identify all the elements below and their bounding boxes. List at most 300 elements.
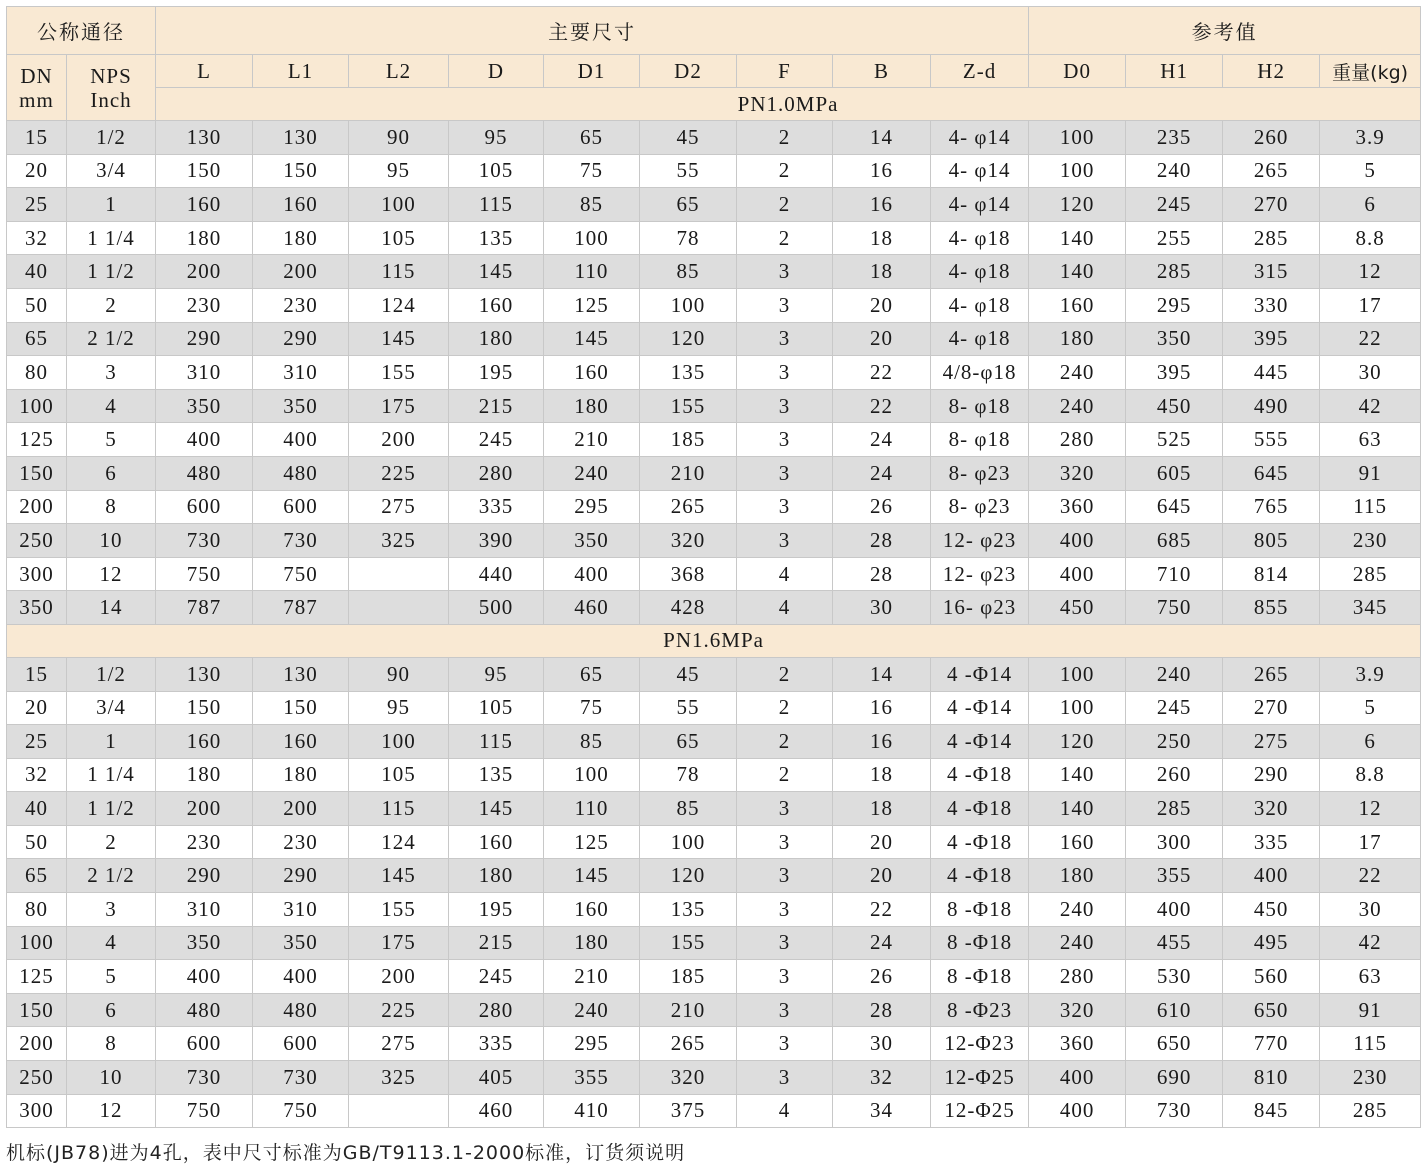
cell-D2: 55 <box>640 154 737 188</box>
cell-D2: 65 <box>640 188 737 222</box>
cell-L1: 787 <box>253 591 349 625</box>
cell-dn: 250 <box>7 1061 67 1095</box>
cell-D0: 400 <box>1029 1094 1126 1128</box>
cell-F: 2 <box>737 657 833 691</box>
cell-D2: 78 <box>640 758 737 792</box>
cell-H1: 300 <box>1126 825 1223 859</box>
cell-L1: 160 <box>253 188 349 222</box>
cell-D1: 75 <box>544 691 640 725</box>
cell-dn: 40 <box>7 792 67 826</box>
cell-L2: 124 <box>349 825 449 859</box>
cell-L2: 95 <box>349 691 449 725</box>
cell-B: 18 <box>833 255 931 289</box>
cell-D: 105 <box>449 691 544 725</box>
cell-weight: 17 <box>1320 825 1421 859</box>
cell-nps: 10 <box>67 1061 156 1095</box>
cell-L2 <box>349 591 449 625</box>
cell-H1: 255 <box>1126 221 1223 255</box>
cell-L: 150 <box>156 691 253 725</box>
cell-L2: 100 <box>349 725 449 759</box>
cell-L1: 230 <box>253 288 349 322</box>
cell-L2: 155 <box>349 893 449 927</box>
cell-weight: 230 <box>1320 1061 1421 1095</box>
cell-B: 18 <box>833 221 931 255</box>
cell-nps: 1 1/4 <box>67 758 156 792</box>
cell-D1: 210 <box>544 960 640 994</box>
valve-dimension-table <box>6 6 1421 1128</box>
cell-L1: 730 <box>253 1061 349 1095</box>
cell-D0: 400 <box>1029 1061 1126 1095</box>
cell-D0: 180 <box>1029 859 1126 893</box>
cell-dn: 150 <box>7 993 67 1027</box>
cell-H1: 250 <box>1126 725 1223 759</box>
cell-B: 14 <box>833 657 931 691</box>
cell-L: 200 <box>156 792 253 826</box>
cell-weight: 3.9 <box>1320 657 1421 691</box>
cell-L: 200 <box>156 255 253 289</box>
cell-H2: 650 <box>1223 993 1320 1027</box>
cell-dn: 15 <box>7 657 67 691</box>
cell-L: 160 <box>156 725 253 759</box>
cell-D1: 160 <box>544 893 640 927</box>
table-row <box>7 255 1421 289</box>
cell-L1: 200 <box>253 792 349 826</box>
cell-D0: 240 <box>1029 356 1126 390</box>
cell-L: 350 <box>156 389 253 423</box>
cell-F: 2 <box>737 725 833 759</box>
cell-H1: 355 <box>1126 859 1223 893</box>
cell-L1: 180 <box>253 221 349 255</box>
cell-H2: 855 <box>1223 591 1320 625</box>
cell-nps: 5 <box>67 960 156 994</box>
cell-H1: 690 <box>1126 1061 1223 1095</box>
cell-D0: 280 <box>1029 960 1126 994</box>
cell-L: 230 <box>156 825 253 859</box>
cell-D: 500 <box>449 591 544 625</box>
cell-L2: 115 <box>349 792 449 826</box>
table-row <box>7 524 1421 558</box>
cell-B: 28 <box>833 993 931 1027</box>
cell-weight: 42 <box>1320 389 1421 423</box>
cell-H2: 445 <box>1223 356 1320 390</box>
cell-L2: 155 <box>349 356 449 390</box>
cell-L2: 275 <box>349 1027 449 1061</box>
cell-L1: 310 <box>253 356 349 390</box>
cell-weight: 63 <box>1320 423 1421 457</box>
cell-F: 2 <box>737 154 833 188</box>
cell-H2: 495 <box>1223 926 1320 960</box>
cell-L1: 150 <box>253 691 349 725</box>
cell-Z-d: 8 -Φ23 <box>931 993 1029 1027</box>
cell-L: 480 <box>156 456 253 490</box>
cell-weight: 3.9 <box>1320 121 1421 155</box>
cell-weight: 8.8 <box>1320 758 1421 792</box>
table-row <box>7 691 1421 725</box>
header-dn-label: DN <box>20 63 53 88</box>
cell-D2: 155 <box>640 926 737 960</box>
cell-D0: 160 <box>1029 825 1126 859</box>
cell-B: 28 <box>833 524 931 558</box>
table-row <box>7 456 1421 490</box>
cell-B: 20 <box>833 825 931 859</box>
cell-H1: 295 <box>1126 288 1223 322</box>
cell-L2: 95 <box>349 154 449 188</box>
cell-nps: 2 <box>67 288 156 322</box>
cell-nps: 6 <box>67 456 156 490</box>
cell-F: 3 <box>737 993 833 1027</box>
cell-F: 2 <box>737 758 833 792</box>
cell-L2: 105 <box>349 758 449 792</box>
cell-H1: 285 <box>1126 255 1223 289</box>
cell-H1: 530 <box>1126 960 1223 994</box>
header-col-F: F <box>737 55 833 88</box>
cell-nps: 6 <box>67 993 156 1027</box>
cell-Z-d: 4 -Φ18 <box>931 825 1029 859</box>
cell-H2: 330 <box>1223 288 1320 322</box>
cell-L: 180 <box>156 221 253 255</box>
cell-D: 245 <box>449 960 544 994</box>
cell-D1: 100 <box>544 221 640 255</box>
cell-L: 160 <box>156 188 253 222</box>
cell-L2: 325 <box>349 524 449 558</box>
cell-F: 3 <box>737 792 833 826</box>
cell-dn: 125 <box>7 960 67 994</box>
table-body <box>7 121 1421 1128</box>
cell-weight: 22 <box>1320 322 1421 356</box>
cell-nps: 3 <box>67 356 156 390</box>
cell-dn: 25 <box>7 188 67 222</box>
cell-D2: 135 <box>640 893 737 927</box>
cell-dn: 20 <box>7 154 67 188</box>
cell-D2: 120 <box>640 859 737 893</box>
cell-B: 16 <box>833 691 931 725</box>
cell-F: 3 <box>737 322 833 356</box>
header-group-ref: 参考值 <box>1029 7 1421 55</box>
cell-L: 310 <box>156 356 253 390</box>
cell-D0: 120 <box>1029 188 1126 222</box>
cell-D1: 125 <box>544 288 640 322</box>
cell-D1: 65 <box>544 657 640 691</box>
table-row <box>7 356 1421 390</box>
cell-D2: 320 <box>640 524 737 558</box>
cell-H1: 260 <box>1126 758 1223 792</box>
cell-D2: 428 <box>640 591 737 625</box>
cell-weight: 8.8 <box>1320 221 1421 255</box>
cell-Z-d: 8- φ18 <box>931 423 1029 457</box>
cell-D1: 295 <box>544 1027 640 1061</box>
cell-Z-d: 12-Φ23 <box>931 1027 1029 1061</box>
cell-L: 600 <box>156 1027 253 1061</box>
cell-dn: 65 <box>7 859 67 893</box>
cell-D0: 400 <box>1029 557 1126 591</box>
cell-D: 160 <box>449 825 544 859</box>
cell-D: 145 <box>449 255 544 289</box>
cell-Z-d: 4 -Φ18 <box>931 758 1029 792</box>
cell-weight: 30 <box>1320 356 1421 390</box>
cell-D: 115 <box>449 188 544 222</box>
cell-H2: 810 <box>1223 1061 1320 1095</box>
cell-D0: 100 <box>1029 691 1126 725</box>
cell-L1: 600 <box>253 490 349 524</box>
table-row <box>7 825 1421 859</box>
cell-D2: 100 <box>640 288 737 322</box>
cell-Z-d: 4 -Φ14 <box>931 691 1029 725</box>
table-row <box>7 121 1421 155</box>
cell-L: 787 <box>156 591 253 625</box>
cell-Z-d: 4 -Φ18 <box>931 859 1029 893</box>
cell-H1: 685 <box>1126 524 1223 558</box>
cell-weight: 285 <box>1320 1094 1421 1128</box>
cell-L2: 325 <box>349 1061 449 1095</box>
cell-dn: 200 <box>7 1027 67 1061</box>
cell-D2: 45 <box>640 657 737 691</box>
cell-L1: 730 <box>253 524 349 558</box>
cell-nps: 3/4 <box>67 691 156 725</box>
cell-D: 280 <box>449 456 544 490</box>
cell-B: 16 <box>833 725 931 759</box>
cell-L1: 350 <box>253 389 349 423</box>
cell-L2: 275 <box>349 490 449 524</box>
cell-D: 460 <box>449 1094 544 1128</box>
cell-H1: 285 <box>1126 792 1223 826</box>
cell-D0: 180 <box>1029 322 1126 356</box>
cell-F: 3 <box>737 825 833 859</box>
cell-D2: 265 <box>640 490 737 524</box>
cell-L2: 115 <box>349 255 449 289</box>
cell-F: 3 <box>737 423 833 457</box>
header-group-nominal: 公称通径 <box>7 7 156 55</box>
cell-Z-d: 4- φ18 <box>931 221 1029 255</box>
cell-L2: 200 <box>349 960 449 994</box>
cell-nps: 14 <box>67 591 156 625</box>
cell-D: 135 <box>449 221 544 255</box>
cell-B: 20 <box>833 322 931 356</box>
cell-D2: 65 <box>640 725 737 759</box>
cell-L: 750 <box>156 1094 253 1128</box>
cell-Z-d: 4 -Φ18 <box>931 792 1029 826</box>
cell-weight: 5 <box>1320 691 1421 725</box>
cell-L: 150 <box>156 154 253 188</box>
header-nps <box>67 55 156 121</box>
cell-B: 14 <box>833 121 931 155</box>
header-dn-unit: mm <box>19 87 54 112</box>
cell-dn: 100 <box>7 926 67 960</box>
cell-Z-d: 4- φ18 <box>931 288 1029 322</box>
cell-H1: 455 <box>1126 926 1223 960</box>
cell-L1: 160 <box>253 725 349 759</box>
table-header <box>7 7 1421 121</box>
cell-D1: 355 <box>544 1061 640 1095</box>
cell-H1: 525 <box>1126 423 1223 457</box>
cell-D0: 160 <box>1029 288 1126 322</box>
cell-F: 3 <box>737 288 833 322</box>
cell-D: 440 <box>449 557 544 591</box>
cell-B: 24 <box>833 423 931 457</box>
cell-B: 18 <box>833 758 931 792</box>
table-row <box>7 154 1421 188</box>
cell-F: 3 <box>737 1027 833 1061</box>
cell-H1: 730 <box>1126 1094 1223 1128</box>
cell-L2: 100 <box>349 188 449 222</box>
cell-B: 18 <box>833 792 931 826</box>
cell-D: 160 <box>449 288 544 322</box>
cell-Z-d: 12-Φ25 <box>931 1061 1029 1095</box>
cell-L1: 750 <box>253 557 349 591</box>
cell-L1: 350 <box>253 926 349 960</box>
cell-nps: 10 <box>67 524 156 558</box>
cell-Z-d: 4- φ14 <box>931 154 1029 188</box>
cell-D: 215 <box>449 389 544 423</box>
cell-B: 16 <box>833 188 931 222</box>
cell-nps: 1/2 <box>67 121 156 155</box>
cell-dn: 100 <box>7 389 67 423</box>
cell-D1: 350 <box>544 524 640 558</box>
cell-L: 310 <box>156 893 253 927</box>
cell-H2: 805 <box>1223 524 1320 558</box>
section-title-row <box>7 624 1421 657</box>
cell-F: 3 <box>737 356 833 390</box>
table-row <box>7 1027 1421 1061</box>
cell-L: 350 <box>156 926 253 960</box>
cell-Z-d: 8- φ18 <box>931 389 1029 423</box>
cell-weight: 115 <box>1320 490 1421 524</box>
table-row <box>7 758 1421 792</box>
cell-H1: 400 <box>1126 893 1223 927</box>
header-col-L: L <box>156 55 253 88</box>
cell-dn: 25 <box>7 725 67 759</box>
cell-D1: 180 <box>544 926 640 960</box>
cell-nps: 4 <box>67 389 156 423</box>
cell-D0: 450 <box>1029 591 1126 625</box>
cell-F: 2 <box>737 691 833 725</box>
cell-D0: 100 <box>1029 154 1126 188</box>
cell-H2: 560 <box>1223 960 1320 994</box>
dimension-table-container <box>6 6 1421 1128</box>
cell-L1: 480 <box>253 993 349 1027</box>
cell-D2: 210 <box>640 456 737 490</box>
cell-F: 2 <box>737 121 833 155</box>
cell-D: 245 <box>449 423 544 457</box>
table-row <box>7 725 1421 759</box>
cell-D: 105 <box>449 154 544 188</box>
cell-L2: 225 <box>349 993 449 1027</box>
cell-H2: 645 <box>1223 456 1320 490</box>
cell-H2: 765 <box>1223 490 1320 524</box>
cell-L2: 145 <box>349 322 449 356</box>
cell-H2: 555 <box>1223 423 1320 457</box>
cell-D0: 360 <box>1029 490 1126 524</box>
cell-L2: 175 <box>349 389 449 423</box>
cell-L1: 130 <box>253 657 349 691</box>
cell-L2: 124 <box>349 288 449 322</box>
cell-L: 400 <box>156 423 253 457</box>
cell-weight: 30 <box>1320 893 1421 927</box>
cell-F: 3 <box>737 456 833 490</box>
cell-dn: 300 <box>7 557 67 591</box>
table-row <box>7 657 1421 691</box>
table-row <box>7 288 1421 322</box>
cell-L2 <box>349 1094 449 1128</box>
cell-L1: 310 <box>253 893 349 927</box>
table-row <box>7 926 1421 960</box>
cell-D: 215 <box>449 926 544 960</box>
cell-B: 30 <box>833 591 931 625</box>
cell-nps: 3 <box>67 893 156 927</box>
cell-D2: 185 <box>640 960 737 994</box>
cell-L: 230 <box>156 288 253 322</box>
table-row <box>7 960 1421 994</box>
table-row <box>7 322 1421 356</box>
cell-F: 3 <box>737 524 833 558</box>
cell-dn: 200 <box>7 490 67 524</box>
table-row <box>7 1094 1421 1128</box>
cell-weight: 91 <box>1320 456 1421 490</box>
cell-H2: 270 <box>1223 691 1320 725</box>
cell-L: 130 <box>156 121 253 155</box>
cell-L1: 130 <box>253 121 349 155</box>
cell-Z-d: 4 -Φ14 <box>931 725 1029 759</box>
cell-D2: 85 <box>640 255 737 289</box>
cell-L: 130 <box>156 657 253 691</box>
header-col-D2: D2 <box>640 55 737 88</box>
cell-H2: 320 <box>1223 792 1320 826</box>
cell-nps: 1 1/2 <box>67 792 156 826</box>
cell-D1: 400 <box>544 557 640 591</box>
cell-nps: 1 <box>67 725 156 759</box>
cell-B: 26 <box>833 490 931 524</box>
table-row <box>7 557 1421 591</box>
cell-nps: 1/2 <box>67 657 156 691</box>
cell-F: 3 <box>737 893 833 927</box>
cell-D1: 180 <box>544 389 640 423</box>
cell-L: 290 <box>156 859 253 893</box>
cell-B: 24 <box>833 456 931 490</box>
cell-D0: 140 <box>1029 758 1126 792</box>
cell-H2: 400 <box>1223 859 1320 893</box>
cell-dn: 32 <box>7 221 67 255</box>
cell-B: 34 <box>833 1094 931 1128</box>
cell-B: 28 <box>833 557 931 591</box>
cell-Z-d: 4- φ18 <box>931 255 1029 289</box>
header-col-H1: H1 <box>1126 55 1223 88</box>
cell-L1: 150 <box>253 154 349 188</box>
footnote: 机标(JB78)进为4孔，表中尺寸标准为GB/T9113.1-2000标准，订货须说明 <box>6 1142 686 1164</box>
cell-D: 95 <box>449 121 544 155</box>
cell-D2: 45 <box>640 121 737 155</box>
cell-H2: 290 <box>1223 758 1320 792</box>
cell-D1: 100 <box>544 758 640 792</box>
cell-dn: 80 <box>7 893 67 927</box>
cell-dn: 250 <box>7 524 67 558</box>
cell-H2: 814 <box>1223 557 1320 591</box>
cell-Z-d: 4/8-φ18 <box>931 356 1029 390</box>
cell-B: 16 <box>833 154 931 188</box>
cell-D1: 210 <box>544 423 640 457</box>
cell-D1: 110 <box>544 792 640 826</box>
cell-D1: 160 <box>544 356 640 390</box>
cell-L2 <box>349 557 449 591</box>
cell-D: 195 <box>449 893 544 927</box>
table-row <box>7 993 1421 1027</box>
cell-H1: 650 <box>1126 1027 1223 1061</box>
header-nps-label: NPS <box>90 63 132 88</box>
cell-H2: 335 <box>1223 825 1320 859</box>
cell-Z-d: 8 -Φ18 <box>931 926 1029 960</box>
cell-D1: 75 <box>544 154 640 188</box>
cell-H1: 395 <box>1126 356 1223 390</box>
cell-nps: 8 <box>67 1027 156 1061</box>
cell-Z-d: 4 -Φ14 <box>931 657 1029 691</box>
